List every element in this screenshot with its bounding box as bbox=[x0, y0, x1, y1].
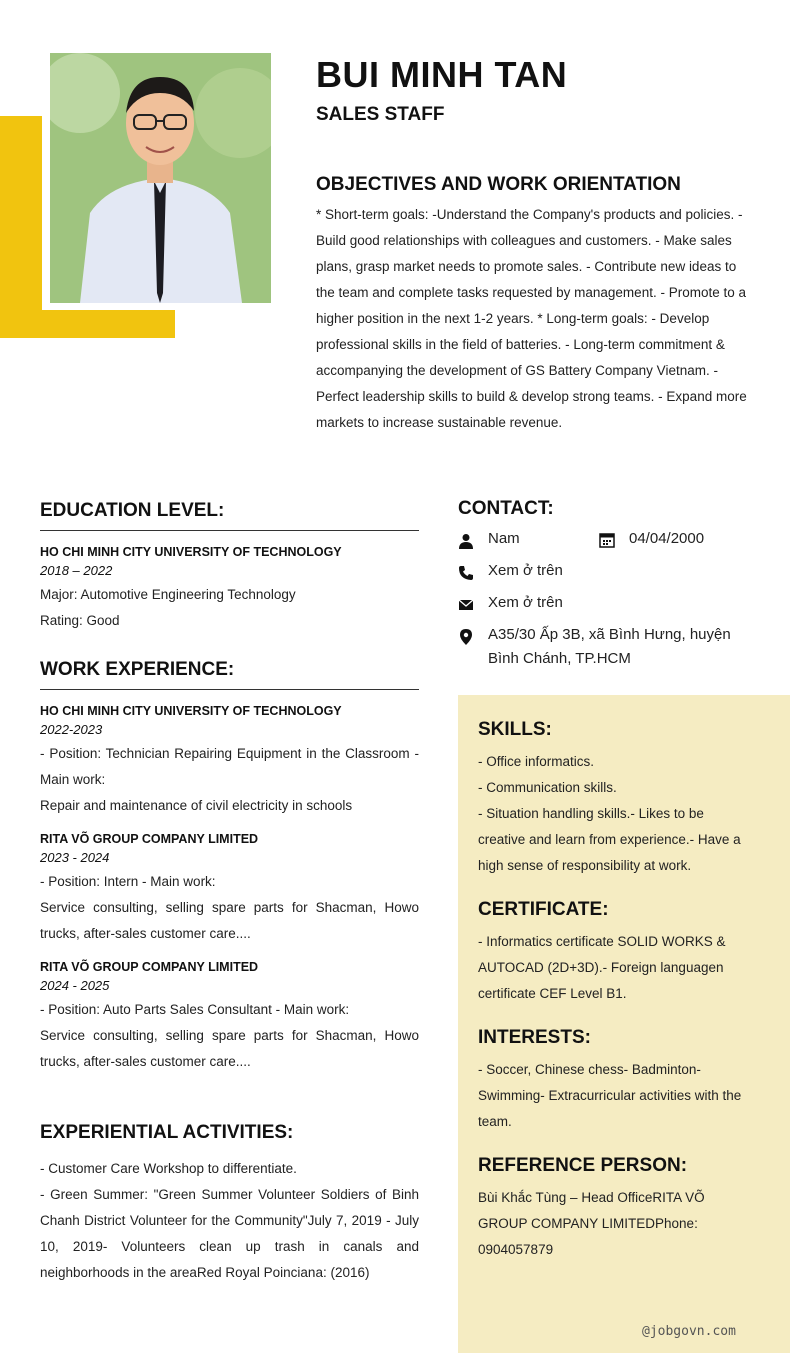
job-period: 2024 - 2025 bbox=[40, 978, 110, 993]
person-icon bbox=[458, 533, 474, 549]
skill-item: - Communication skills. bbox=[478, 780, 617, 795]
profile-photo bbox=[50, 53, 271, 303]
skill-item: - Situation handling skills.- Likes to be creative and learn from experience.- Have a high sense of responsibility at work. bbox=[478, 806, 741, 873]
contact-gender: Nam bbox=[488, 530, 520, 547]
skill-item: - Office informatics. bbox=[478, 754, 595, 769]
accent-bar-vertical bbox=[0, 116, 42, 338]
job-entry bbox=[40, 704, 419, 819]
certificate-heading: CERTIFICATE: bbox=[478, 899, 609, 920]
side-panel bbox=[458, 695, 790, 1353]
job-company: RITA VÕ GROUP COMPANY LIMITED bbox=[40, 832, 259, 846]
interests-heading: INTERESTS: bbox=[478, 1027, 591, 1048]
work-heading: WORK EXPERIENCE: bbox=[40, 659, 235, 680]
job-description: Repair and maintenance of civil electricity in schools bbox=[40, 798, 353, 813]
contact-heading: CONTACT: bbox=[458, 498, 554, 519]
activities-section bbox=[40, 1122, 419, 1286]
location-pin-icon bbox=[458, 629, 474, 645]
job-entry bbox=[40, 832, 419, 947]
work-section bbox=[40, 659, 419, 1075]
contact-email: Xem ở trên bbox=[488, 594, 563, 611]
job-title: SALES STAFF bbox=[316, 104, 445, 125]
education-period: 2018 – 2022 bbox=[40, 563, 113, 578]
section-divider bbox=[40, 530, 419, 531]
objectives-text: * Short-term goals: -Understand the Company's products and policies. - Build good relationships with colleagues and customers. - Make sales plans, grasp market needs to promote sales. - Contribute new ideas to the team and complete tasks requested by management. - Promote to a higher position in the next 1-2 years. * Long-term goals: - Develop professional skills in the field of batteries. - Long-term commitment & accompanying the development of GS Battery Company Vietnam. - Perfect leadership skills to build & develop strong teams. - Expand more markets to increase sustainable revenue. bbox=[316, 207, 747, 430]
reference-section bbox=[478, 1155, 750, 1263]
contact-address: A35/30 Ấp 3B, xã Bình Hưng, huyện Bình Chánh, TP.HCM bbox=[488, 626, 731, 667]
job-period: 2022-2023 bbox=[40, 722, 103, 737]
certificate-section bbox=[478, 899, 750, 1007]
job-position: - Position: Intern - Main work: bbox=[40, 874, 216, 889]
watermark: @jobgovn.com bbox=[642, 1324, 736, 1339]
job-period: 2023 - 2024 bbox=[40, 850, 110, 865]
reference-heading: REFERENCE PERSON: bbox=[478, 1155, 688, 1176]
contact-birthday: 04/04/2000 bbox=[629, 530, 705, 547]
job-description: Service consulting, selling spare parts for Shacman, Howo trucks, after-sales customer care.... bbox=[40, 1028, 419, 1069]
objectives-heading: OBJECTIVES AND WORK ORIENTATION bbox=[316, 174, 681, 195]
reference-text: Bùi Khắc Tùng – Head OfficeRITA VÕ GROUP COMPANY LIMITEDPhone: 0904057879 bbox=[478, 1190, 705, 1257]
interests-text: - Soccer, Chinese chess- Badminton- Swimming- Extracurricular activities with the team. bbox=[478, 1062, 742, 1129]
activity-item: - Green Summer: "Green Summer Volunteer Soldiers of Binh Chanh District Volunteer for the Community"July 7, 2019 - July 10, 2019- Volunteers clean up trash in canals and neighborhoods in the areaRed Royal Poinciana: (2016) bbox=[40, 1187, 419, 1280]
contact-phone: Xem ở trên bbox=[488, 562, 563, 579]
interests-section bbox=[478, 1027, 750, 1135]
job-company: HO CHI MINH CITY UNIVERSITY OF TECHNOLOGY bbox=[40, 704, 342, 718]
activities-heading: EXPERIENTIAL ACTIVITIES: bbox=[40, 1122, 294, 1143]
activity-item: - Customer Care Workshop to differentiate. bbox=[40, 1161, 297, 1176]
job-company: RITA VÕ GROUP COMPANY LIMITED bbox=[40, 960, 259, 974]
accent-bar-horizontal bbox=[0, 310, 175, 338]
certificate-text: - Informatics certificate SOLID WORKS & AUTOCAD (2D+3D).- Foreign languagen certificate CEF Level B1. bbox=[478, 934, 726, 1001]
job-position: - Position: Technician Repairing Equipment in the Classroom -Main work: bbox=[40, 746, 419, 787]
job-entry bbox=[40, 960, 419, 1075]
education-section bbox=[40, 500, 419, 634]
candidate-name: BUI MINH TAN bbox=[316, 54, 568, 95]
skills-heading: SKILLS: bbox=[478, 719, 552, 740]
calendar-icon bbox=[599, 532, 615, 548]
section-divider bbox=[40, 689, 419, 690]
mail-icon bbox=[458, 597, 474, 613]
job-description: Service consulting, selling spare parts for Shacman, Howo trucks, after-sales customer care.... bbox=[40, 900, 419, 941]
person-portrait-illustration bbox=[50, 53, 271, 303]
education-major: Major: Automotive Engineering Technology bbox=[40, 587, 296, 602]
phone-icon bbox=[458, 565, 474, 581]
education-heading: EDUCATION LEVEL: bbox=[40, 500, 225, 521]
skills-section bbox=[478, 719, 750, 879]
job-position: - Position: Auto Parts Sales Consultant - Main work: bbox=[40, 1002, 350, 1017]
school-name: HO CHI MINH CITY UNIVERSITY OF TECHNOLOGY bbox=[40, 545, 342, 559]
education-rating: Rating: Good bbox=[40, 613, 120, 628]
